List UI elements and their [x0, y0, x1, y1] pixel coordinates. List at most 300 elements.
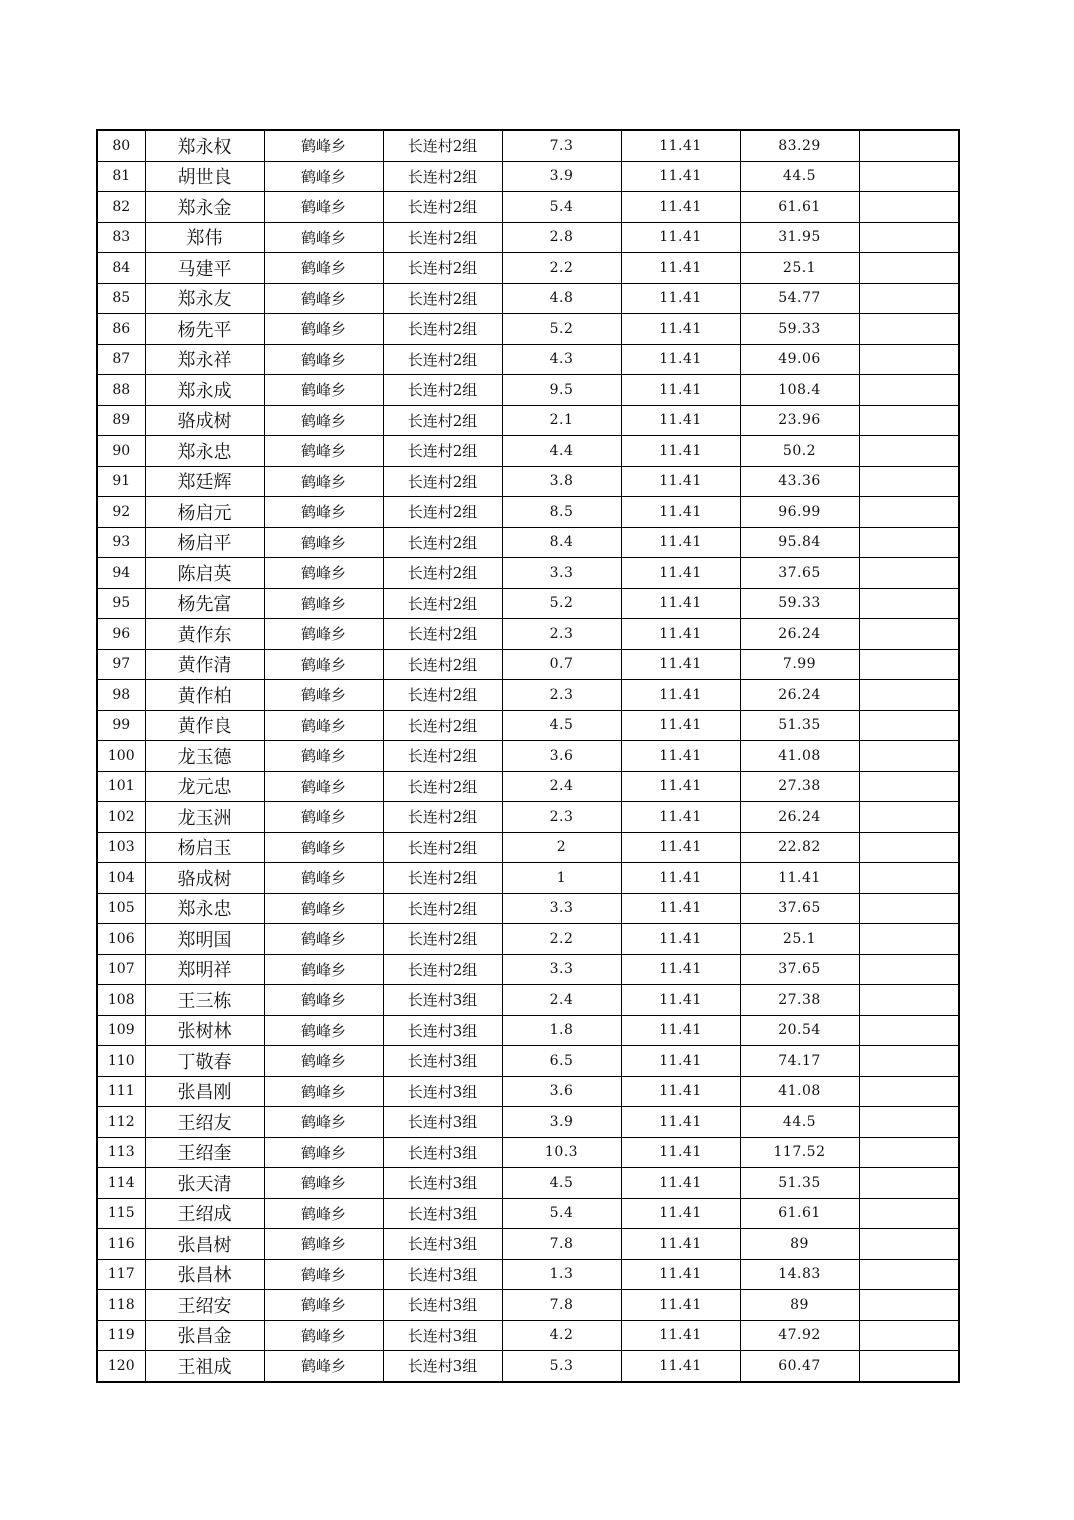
village-group-cell: 长连村3组 [383, 1137, 502, 1168]
village-group-cell: 长连村2组 [383, 893, 502, 924]
unit-price-cell: 11.41 [621, 466, 740, 497]
table-row [97, 954, 959, 985]
amount-cell: 59.33 [740, 314, 859, 345]
row-number-cell: 116 [97, 1229, 145, 1260]
name-cell: 王绍奎 [145, 1137, 264, 1168]
unit-price-cell: 11.41 [621, 1046, 740, 1077]
remark-cell [859, 405, 959, 436]
town-cell: 鹤峰乡 [264, 314, 383, 345]
unit-price-cell: 11.41 [621, 1229, 740, 1260]
village-group-cell: 长连村2组 [383, 314, 502, 345]
village-group-cell: 长连村3组 [383, 1107, 502, 1138]
remark-cell [859, 253, 959, 284]
unit-price-cell: 11.41 [621, 802, 740, 833]
table-row [97, 985, 959, 1016]
unit-price-cell: 11.41 [621, 954, 740, 985]
village-group-cell: 长连村2组 [383, 649, 502, 680]
area-cell: 6.5 [502, 1046, 621, 1077]
amount-cell: 14.83 [740, 1259, 859, 1290]
town-cell: 鹤峰乡 [264, 558, 383, 589]
row-number-cell: 107 [97, 954, 145, 985]
area-cell: 2.3 [502, 680, 621, 711]
amount-cell: 74.17 [740, 1046, 859, 1077]
town-cell: 鹤峰乡 [264, 1046, 383, 1077]
unit-price-cell: 11.41 [621, 1259, 740, 1290]
row-number-cell: 83 [97, 222, 145, 253]
remark-cell [859, 1259, 959, 1290]
remark-cell [859, 619, 959, 650]
remark-cell [859, 344, 959, 375]
amount-cell: 51.35 [740, 710, 859, 741]
area-cell: 3.9 [502, 161, 621, 192]
name-cell: 黄作清 [145, 649, 264, 680]
table-row [97, 1320, 959, 1351]
amount-cell: 54.77 [740, 283, 859, 314]
table-row [97, 1198, 959, 1229]
row-number-cell: 96 [97, 619, 145, 650]
village-group-cell: 长连村2组 [383, 924, 502, 955]
town-cell: 鹤峰乡 [264, 527, 383, 558]
name-cell: 郑永权 [145, 130, 264, 161]
row-number-cell: 92 [97, 497, 145, 528]
village-group-cell: 长连村2组 [383, 741, 502, 772]
area-cell: 3.3 [502, 893, 621, 924]
village-group-cell: 长连村2组 [383, 344, 502, 375]
table-row [97, 1168, 959, 1199]
area-cell: 2.2 [502, 924, 621, 955]
name-cell: 骆成树 [145, 863, 264, 894]
town-cell: 鹤峰乡 [264, 649, 383, 680]
amount-cell: 27.38 [740, 985, 859, 1016]
village-group-cell: 长连村2组 [383, 466, 502, 497]
amount-cell: 117.52 [740, 1137, 859, 1168]
area-cell: 7.8 [502, 1290, 621, 1321]
area-cell: 2.2 [502, 253, 621, 284]
unit-price-cell: 11.41 [621, 588, 740, 619]
row-number-cell: 80 [97, 130, 145, 161]
name-cell: 黄作东 [145, 619, 264, 650]
remark-cell [859, 1290, 959, 1321]
row-number-cell: 87 [97, 344, 145, 375]
town-cell: 鹤峰乡 [264, 1015, 383, 1046]
amount-cell: 60.47 [740, 1351, 859, 1382]
village-group-cell: 长连村2组 [383, 710, 502, 741]
amount-cell: 25.1 [740, 253, 859, 284]
remark-cell [859, 680, 959, 711]
name-cell: 王三栋 [145, 985, 264, 1016]
unit-price-cell: 11.41 [621, 710, 740, 741]
table-row [97, 344, 959, 375]
town-cell: 鹤峰乡 [264, 832, 383, 863]
table-row [97, 558, 959, 589]
town-cell: 鹤峰乡 [264, 741, 383, 772]
name-cell: 郑永成 [145, 375, 264, 406]
table-row [97, 832, 959, 863]
town-cell: 鹤峰乡 [264, 954, 383, 985]
unit-price-cell: 11.41 [621, 1015, 740, 1046]
name-cell: 郑永忠 [145, 893, 264, 924]
row-number-cell: 89 [97, 405, 145, 436]
town-cell: 鹤峰乡 [264, 1351, 383, 1382]
town-cell: 鹤峰乡 [264, 466, 383, 497]
town-cell: 鹤峰乡 [264, 375, 383, 406]
amount-cell: 96.99 [740, 497, 859, 528]
area-cell: 2.3 [502, 802, 621, 833]
village-group-cell: 长连村2组 [383, 863, 502, 894]
row-number-cell: 112 [97, 1107, 145, 1138]
row-number-cell: 102 [97, 802, 145, 833]
name-cell: 丁敬春 [145, 1046, 264, 1077]
remark-cell [859, 1076, 959, 1107]
remark-cell [859, 1015, 959, 1046]
table-body [97, 130, 959, 1382]
table-row [97, 222, 959, 253]
unit-price-cell: 11.41 [621, 1168, 740, 1199]
table-row [97, 527, 959, 558]
row-number-cell: 113 [97, 1137, 145, 1168]
village-group-cell: 长连村3组 [383, 1198, 502, 1229]
town-cell: 鹤峰乡 [264, 192, 383, 223]
village-group-cell: 长连村2组 [383, 436, 502, 467]
row-number-cell: 99 [97, 710, 145, 741]
village-group-cell: 长连村2组 [383, 619, 502, 650]
town-cell: 鹤峰乡 [264, 130, 383, 161]
area-cell: 2.4 [502, 985, 621, 1016]
row-number-cell: 108 [97, 985, 145, 1016]
table-row [97, 802, 959, 833]
name-cell: 郑明祥 [145, 954, 264, 985]
remark-cell [859, 192, 959, 223]
row-number-cell: 105 [97, 893, 145, 924]
town-cell: 鹤峰乡 [264, 1320, 383, 1351]
village-group-cell: 长连村2组 [383, 832, 502, 863]
name-cell: 胡世良 [145, 161, 264, 192]
unit-price-cell: 11.41 [621, 1290, 740, 1321]
remark-cell [859, 954, 959, 985]
unit-price-cell: 11.41 [621, 192, 740, 223]
name-cell: 郑廷辉 [145, 466, 264, 497]
town-cell: 鹤峰乡 [264, 1076, 383, 1107]
name-cell: 郑永忠 [145, 436, 264, 467]
name-cell: 黄作良 [145, 710, 264, 741]
village-group-cell: 长连村2组 [383, 192, 502, 223]
row-number-cell: 100 [97, 741, 145, 772]
town-cell: 鹤峰乡 [264, 588, 383, 619]
remark-cell [859, 710, 959, 741]
amount-cell: 27.38 [740, 771, 859, 802]
remark-cell [859, 649, 959, 680]
table-row [97, 588, 959, 619]
area-cell: 3.3 [502, 558, 621, 589]
table-row [97, 649, 959, 680]
table-row [97, 192, 959, 223]
row-number-cell: 120 [97, 1351, 145, 1382]
area-cell: 3.9 [502, 1107, 621, 1138]
row-number-cell: 82 [97, 192, 145, 223]
row-number-cell: 104 [97, 863, 145, 894]
area-cell: 5.4 [502, 192, 621, 223]
amount-cell: 89 [740, 1229, 859, 1260]
remark-cell [859, 588, 959, 619]
name-cell: 龙玉洲 [145, 802, 264, 833]
row-number-cell: 94 [97, 558, 145, 589]
remark-cell [859, 466, 959, 497]
area-cell: 7.3 [502, 130, 621, 161]
table-row [97, 436, 959, 467]
table-row [97, 466, 959, 497]
amount-cell: 23.96 [740, 405, 859, 436]
remark-cell [859, 1229, 959, 1260]
town-cell: 鹤峰乡 [264, 161, 383, 192]
name-cell: 王祖成 [145, 1351, 264, 1382]
table-row [97, 253, 959, 284]
town-cell: 鹤峰乡 [264, 1259, 383, 1290]
name-cell: 张天清 [145, 1168, 264, 1199]
table-row [97, 314, 959, 345]
village-group-cell: 长连村3组 [383, 1229, 502, 1260]
amount-cell: 26.24 [740, 802, 859, 833]
amount-cell: 44.5 [740, 1107, 859, 1138]
remark-cell [859, 741, 959, 772]
amount-cell: 22.82 [740, 832, 859, 863]
amount-cell: 26.24 [740, 619, 859, 650]
village-group-cell: 长连村3组 [383, 1290, 502, 1321]
amount-cell: 83.29 [740, 130, 859, 161]
area-cell: 5.3 [502, 1351, 621, 1382]
village-group-cell: 长连村2组 [383, 222, 502, 253]
remark-cell [859, 222, 959, 253]
town-cell: 鹤峰乡 [264, 893, 383, 924]
village-group-cell: 长连村3组 [383, 985, 502, 1016]
remark-cell [859, 436, 959, 467]
town-cell: 鹤峰乡 [264, 497, 383, 528]
remark-cell [859, 1198, 959, 1229]
area-cell: 1.3 [502, 1259, 621, 1290]
amount-cell: 108.4 [740, 375, 859, 406]
amount-cell: 51.35 [740, 1168, 859, 1199]
village-group-cell: 长连村2组 [383, 588, 502, 619]
unit-price-cell: 11.41 [621, 985, 740, 1016]
village-group-cell: 长连村3组 [383, 1351, 502, 1382]
data-table [96, 129, 960, 1383]
unit-price-cell: 11.41 [621, 649, 740, 680]
village-group-cell: 长连村2组 [383, 253, 502, 284]
area-cell: 4.3 [502, 344, 621, 375]
table-row [97, 741, 959, 772]
name-cell: 张昌林 [145, 1259, 264, 1290]
amount-cell: 50.2 [740, 436, 859, 467]
town-cell: 鹤峰乡 [264, 436, 383, 467]
row-number-cell: 106 [97, 924, 145, 955]
table-row [97, 1351, 959, 1382]
table-row [97, 1046, 959, 1077]
town-cell: 鹤峰乡 [264, 283, 383, 314]
remark-cell [859, 1107, 959, 1138]
name-cell: 龙元忠 [145, 771, 264, 802]
remark-cell [859, 558, 959, 589]
name-cell: 郑永友 [145, 283, 264, 314]
village-group-cell: 长连村2组 [383, 130, 502, 161]
area-cell: 4.8 [502, 283, 621, 314]
unit-price-cell: 11.41 [621, 893, 740, 924]
area-cell: 2.3 [502, 619, 621, 650]
village-group-cell: 长连村2组 [383, 802, 502, 833]
area-cell: 8.5 [502, 497, 621, 528]
name-cell: 张昌金 [145, 1320, 264, 1351]
table-row [97, 1229, 959, 1260]
unit-price-cell: 11.41 [621, 1198, 740, 1229]
area-cell: 5.4 [502, 1198, 621, 1229]
table-row [97, 863, 959, 894]
town-cell: 鹤峰乡 [264, 680, 383, 711]
table-row [97, 1137, 959, 1168]
unit-price-cell: 11.41 [621, 161, 740, 192]
table-row [97, 1259, 959, 1290]
village-group-cell: 长连村2组 [383, 771, 502, 802]
area-cell: 8.4 [502, 527, 621, 558]
village-group-cell: 长连村2组 [383, 680, 502, 711]
table-row [97, 1107, 959, 1138]
amount-cell: 41.08 [740, 1076, 859, 1107]
remark-cell [859, 1351, 959, 1382]
town-cell: 鹤峰乡 [264, 405, 383, 436]
remark-cell [859, 985, 959, 1016]
village-group-cell: 长连村2组 [383, 161, 502, 192]
row-number-cell: 111 [97, 1076, 145, 1107]
unit-price-cell: 11.41 [621, 832, 740, 863]
name-cell: 张昌刚 [145, 1076, 264, 1107]
village-group-cell: 长连村3组 [383, 1259, 502, 1290]
village-group-cell: 长连村3组 [383, 1015, 502, 1046]
table-row [97, 497, 959, 528]
row-number-cell: 95 [97, 588, 145, 619]
name-cell: 郑永金 [145, 192, 264, 223]
town-cell: 鹤峰乡 [264, 1107, 383, 1138]
unit-price-cell: 11.41 [621, 375, 740, 406]
area-cell: 0.7 [502, 649, 621, 680]
village-group-cell: 长连村3组 [383, 1320, 502, 1351]
amount-cell: 47.92 [740, 1320, 859, 1351]
table-row [97, 893, 959, 924]
name-cell: 黄作柏 [145, 680, 264, 711]
area-cell: 3.6 [502, 1076, 621, 1107]
unit-price-cell: 11.41 [621, 863, 740, 894]
name-cell: 陈启英 [145, 558, 264, 589]
area-cell: 4.2 [502, 1320, 621, 1351]
row-number-cell: 97 [97, 649, 145, 680]
area-cell: 4.5 [502, 710, 621, 741]
amount-cell: 44.5 [740, 161, 859, 192]
row-number-cell: 109 [97, 1015, 145, 1046]
amount-cell: 89 [740, 1290, 859, 1321]
unit-price-cell: 11.41 [621, 283, 740, 314]
remark-cell [859, 314, 959, 345]
table-row [97, 680, 959, 711]
remark-cell [859, 375, 959, 406]
row-number-cell: 98 [97, 680, 145, 711]
area-cell: 3.6 [502, 741, 621, 772]
name-cell: 郑伟 [145, 222, 264, 253]
town-cell: 鹤峰乡 [264, 710, 383, 741]
amount-cell: 41.08 [740, 741, 859, 772]
name-cell: 杨先平 [145, 314, 264, 345]
area-cell: 2.1 [502, 405, 621, 436]
amount-cell: 95.84 [740, 527, 859, 558]
row-number-cell: 85 [97, 283, 145, 314]
remark-cell [859, 283, 959, 314]
row-number-cell: 91 [97, 466, 145, 497]
name-cell: 郑明国 [145, 924, 264, 955]
row-number-cell: 93 [97, 527, 145, 558]
unit-price-cell: 11.41 [621, 527, 740, 558]
table-row [97, 1290, 959, 1321]
area-cell: 2 [502, 832, 621, 863]
name-cell: 杨先富 [145, 588, 264, 619]
table-row [97, 924, 959, 955]
amount-cell: 61.61 [740, 192, 859, 223]
unit-price-cell: 11.41 [621, 222, 740, 253]
table-row [97, 375, 959, 406]
amount-cell: 37.65 [740, 954, 859, 985]
remark-cell [859, 497, 959, 528]
table-row [97, 1076, 959, 1107]
row-number-cell: 103 [97, 832, 145, 863]
village-group-cell: 长连村3组 [383, 1046, 502, 1077]
unit-price-cell: 11.41 [621, 1076, 740, 1107]
amount-cell: 31.95 [740, 222, 859, 253]
town-cell: 鹤峰乡 [264, 985, 383, 1016]
table-row [97, 130, 959, 161]
unit-price-cell: 11.41 [621, 405, 740, 436]
area-cell: 3.3 [502, 954, 621, 985]
amount-cell: 59.33 [740, 588, 859, 619]
area-cell: 2.8 [502, 222, 621, 253]
unit-price-cell: 11.41 [621, 344, 740, 375]
area-cell: 9.5 [502, 375, 621, 406]
village-group-cell: 长连村2组 [383, 527, 502, 558]
amount-cell: 11.41 [740, 863, 859, 894]
name-cell: 龙玉德 [145, 741, 264, 772]
remark-cell [859, 1046, 959, 1077]
area-cell: 1.8 [502, 1015, 621, 1046]
unit-price-cell: 11.41 [621, 771, 740, 802]
town-cell: 鹤峰乡 [264, 222, 383, 253]
village-group-cell: 长连村3组 [383, 1076, 502, 1107]
unit-price-cell: 11.41 [621, 436, 740, 467]
name-cell: 王绍友 [145, 1107, 264, 1138]
row-number-cell: 90 [97, 436, 145, 467]
town-cell: 鹤峰乡 [264, 802, 383, 833]
remark-cell [859, 863, 959, 894]
town-cell: 鹤峰乡 [264, 771, 383, 802]
unit-price-cell: 11.41 [621, 497, 740, 528]
unit-price-cell: 11.41 [621, 130, 740, 161]
row-number-cell: 101 [97, 771, 145, 802]
area-cell: 4.5 [502, 1168, 621, 1199]
table-row [97, 161, 959, 192]
unit-price-cell: 11.41 [621, 619, 740, 650]
remark-cell [859, 771, 959, 802]
unit-price-cell: 11.41 [621, 253, 740, 284]
amount-cell: 7.99 [740, 649, 859, 680]
area-cell: 5.2 [502, 588, 621, 619]
village-group-cell: 长连村3组 [383, 1168, 502, 1199]
town-cell: 鹤峰乡 [264, 1137, 383, 1168]
row-number-cell: 114 [97, 1168, 145, 1199]
area-cell: 3.8 [502, 466, 621, 497]
area-cell: 4.4 [502, 436, 621, 467]
village-group-cell: 长连村2组 [383, 375, 502, 406]
